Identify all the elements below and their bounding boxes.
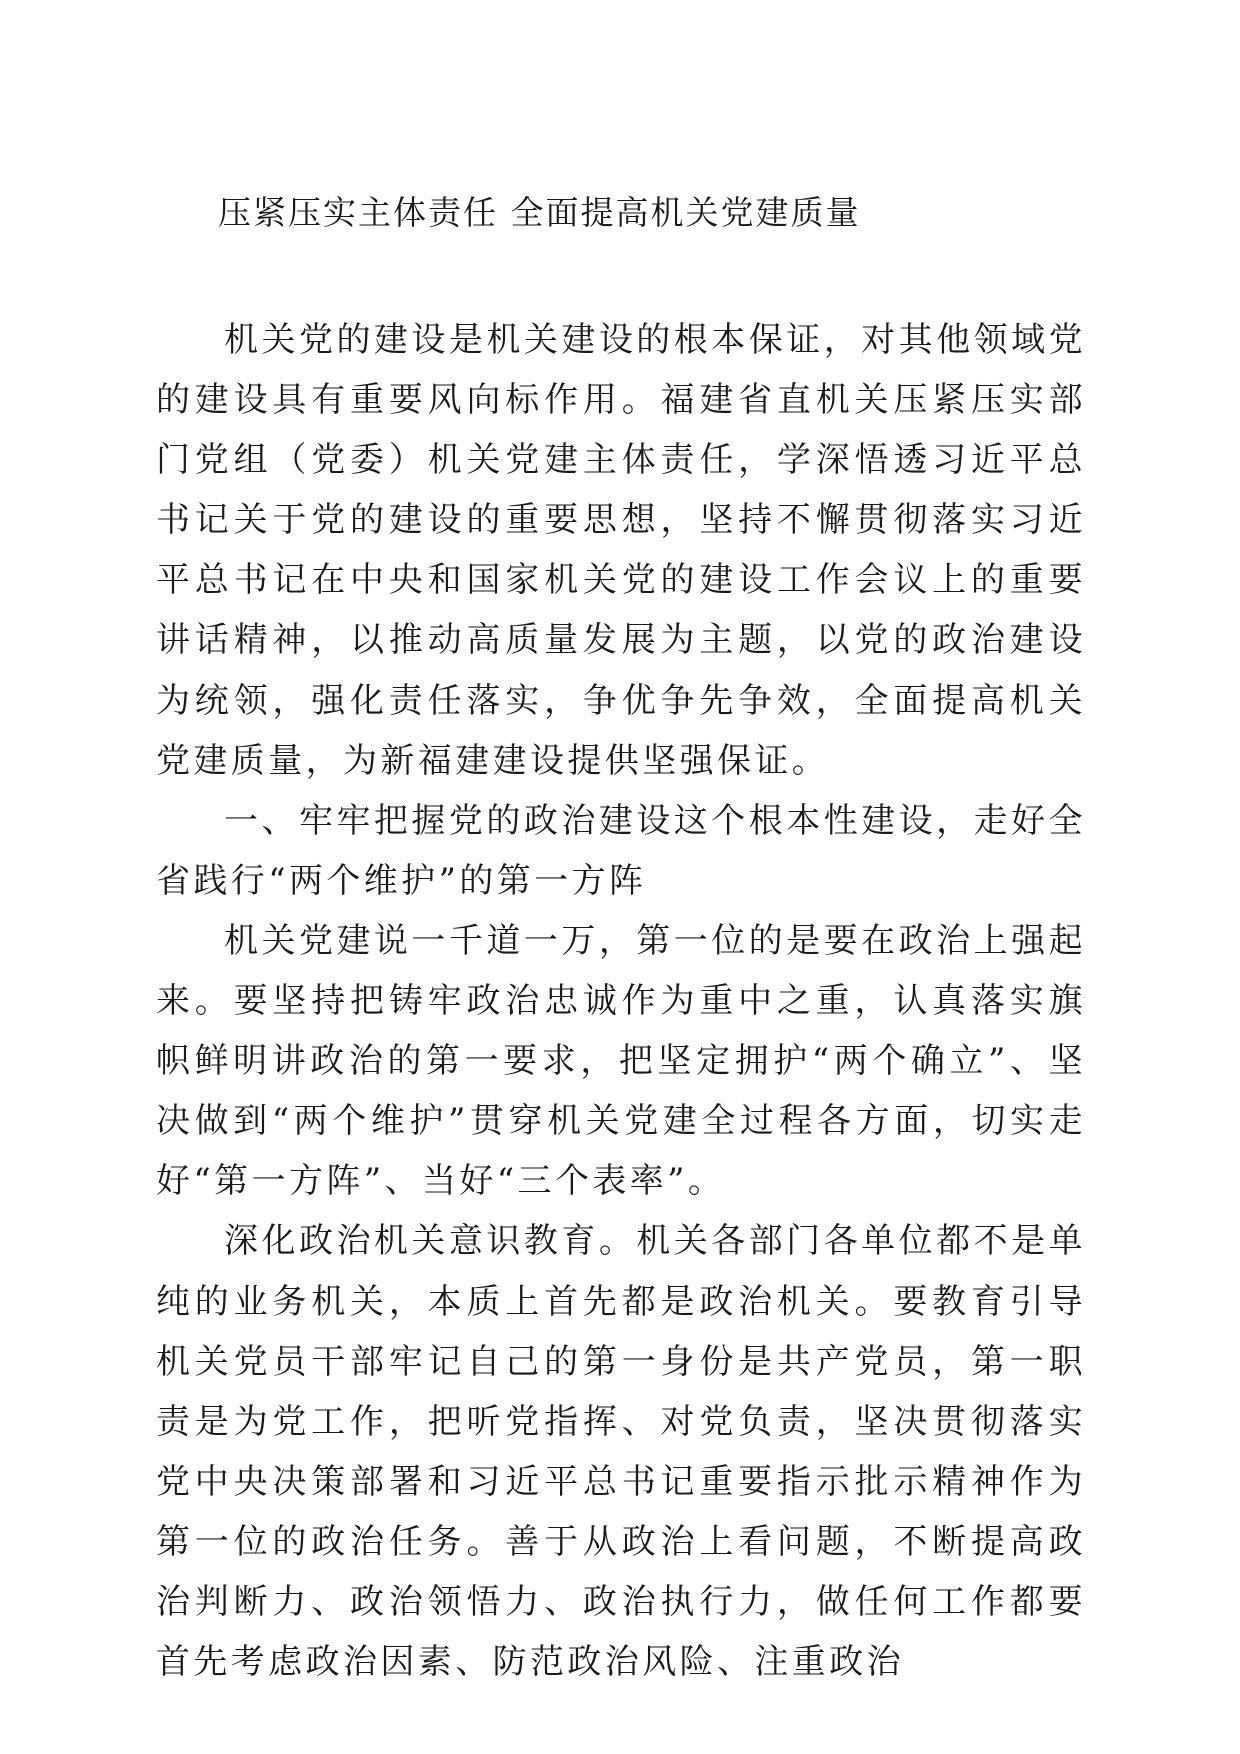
paragraph-political-education: 深化政治机关意识教育。机关各部门各单位都不是单纯的业务机关，本质上首先都是政治机关。要教育引导机关党员干部牢记自己的第一身份是共产党员，第一职责是为党工作，把听党指挥、对党负责，坚决贯彻落实党中央决策部署和习近平总书记重要指示批示精神作为第一位的政治任务。善于从政治上看问题，不断提高政治判断力、政治领悟力、政治执行力，做任何工作都要首先考虑政治因素、防范政治风险、注重政治 [156, 1221, 1086, 1683]
section-heading-1: 一、牢牢把握党的政治建设这个根本性建设，走好全省践行“两个维护”的第一方阵 [156, 800, 1086, 901]
document-title: 压紧压实主体责任 全面提高机关党建质量 [218, 193, 861, 232]
paragraph-section-1: 机关党建说一千道一万，第一位的是要在政治上强起来。要坚持把铸牢政治忠诚作为重中之重，认真落实旗帜鲜明讲政治的第一要求，把坚定拥护“两个确立”、坚决做到“两个维护”贯穿机关党建全过程各方面，切实走好“第一方阵”、当好“三个表率”。 [156, 920, 1086, 1202]
paragraph-intro: 机关党的建设是机关建设的根本保证，对其他领域党的建设具有重要风向标作用。福建省直机关压紧压实部门党组（党委）机关党建主体责任，学深悟透习近平总书记关于党的建设的重要思想，坚持不懈贯彻落实习近平总书记在中央和国家机关党的建设工作会议上的重要讲话精神，以推动高质量发展为主题，以党的政治建设为统领，强化责任落实，争优争先争效，全面提高机关党建质量，为新福建建设提供坚强保证。 [156, 320, 1086, 781]
document-body [156, 310, 1086, 1692]
